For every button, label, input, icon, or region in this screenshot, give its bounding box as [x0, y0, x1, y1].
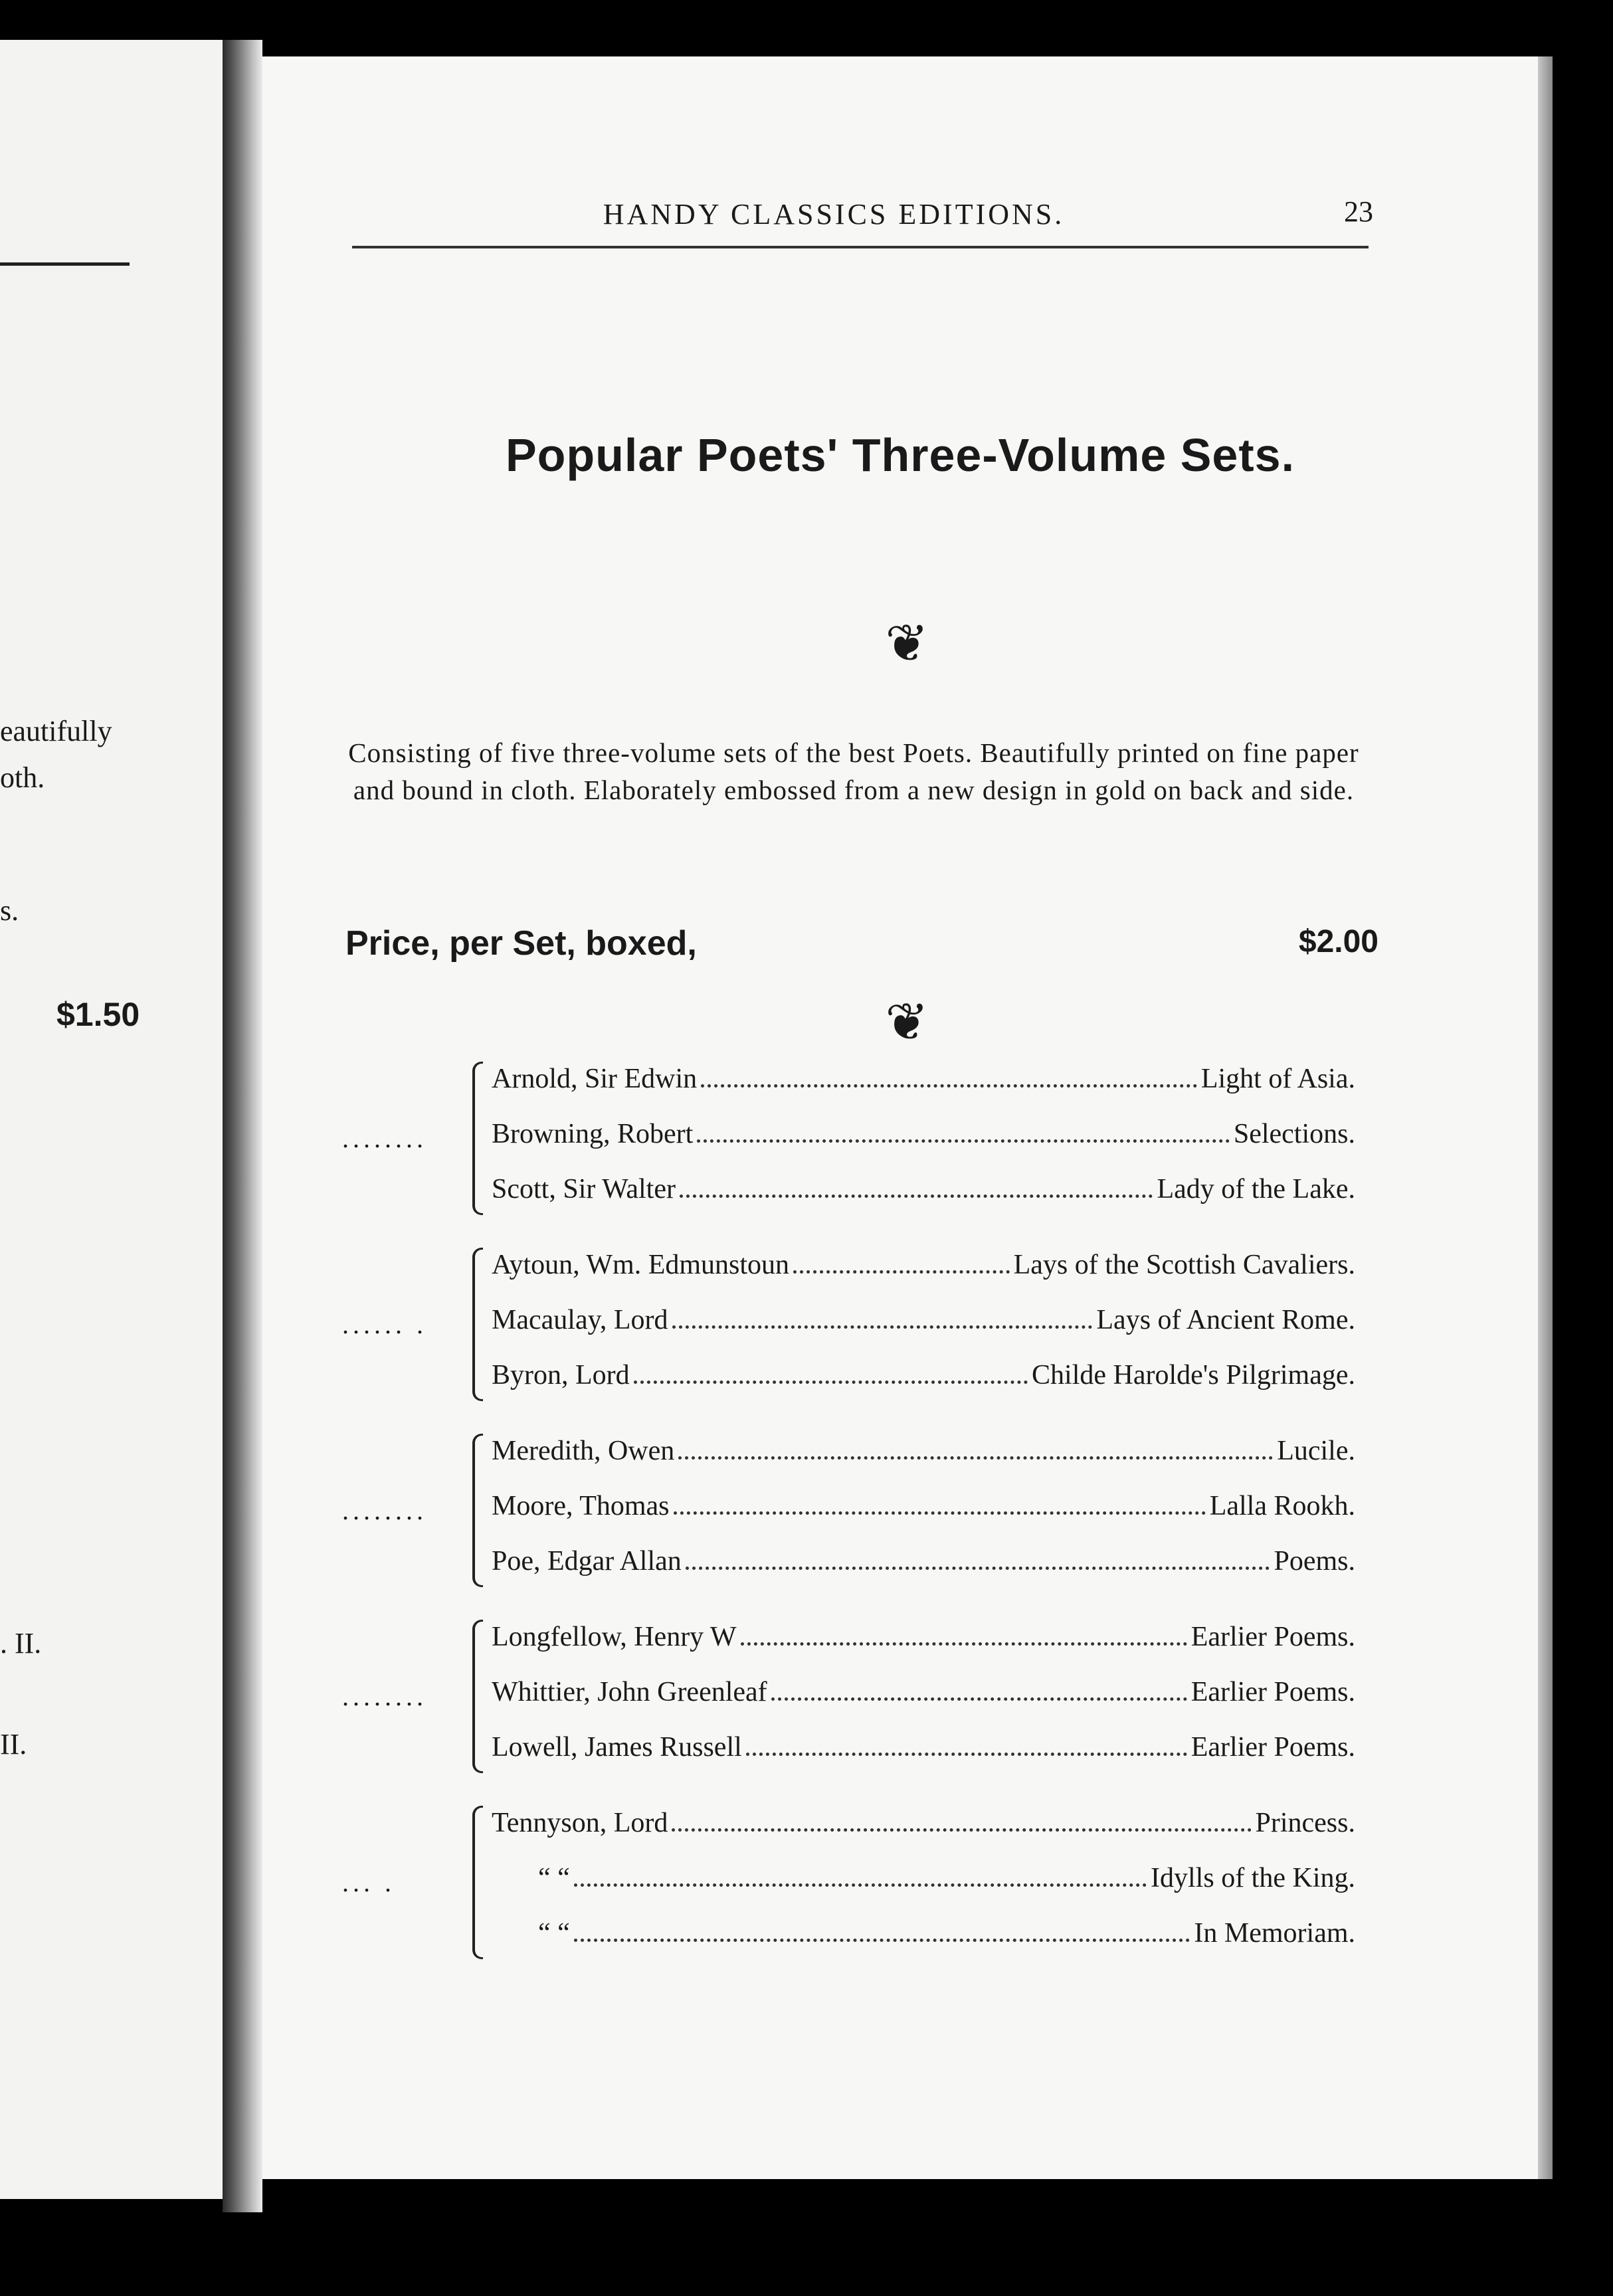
- work-title: Lays of Ancient Rome.: [1096, 1305, 1355, 1335]
- set-dots: ........: [342, 1495, 427, 1525]
- work-title: Lays of the Scottish Cavaliers.: [1013, 1250, 1355, 1280]
- running-header: HANDY CLASSICS EDITIONS.: [603, 198, 1065, 231]
- left-price: $1.50: [56, 996, 140, 1033]
- work-title: Earlier Poems.: [1190, 1622, 1355, 1652]
- poet-set: [262, 1056, 1538, 1229]
- poet-set: [262, 1428, 1538, 1601]
- set-dots: ........: [342, 1681, 427, 1711]
- left-fragment: . II.: [0, 1627, 42, 1660]
- header-rule: [352, 246, 1369, 248]
- fleuron-icon: ❦: [885, 993, 929, 1051]
- right-page: [262, 56, 1538, 2179]
- fleuron-icon: ❦: [885, 615, 929, 672]
- brace-icon: [472, 1248, 483, 1401]
- poet-name: Browning, Robert: [492, 1119, 694, 1149]
- poet-name: Lowell, James Russell: [492, 1732, 742, 1763]
- dot-leader: [686, 1567, 1270, 1570]
- list-item: [492, 1862, 1355, 1902]
- left-page-rule: [0, 262, 130, 266]
- work-title: Lucile.: [1277, 1436, 1355, 1466]
- poet-name: Arnold, Sir Edwin: [492, 1064, 698, 1094]
- poet-name: Longfellow, Henry W: [492, 1622, 737, 1652]
- poet-name: Meredith, Owen: [492, 1436, 675, 1466]
- list-item: [492, 1359, 1355, 1399]
- set-dots: ........: [342, 1123, 427, 1153]
- dot-leader: [701, 1084, 1197, 1088]
- price-label: Price, per Set, boxed,: [345, 924, 697, 963]
- dot-leader: [678, 1456, 1273, 1460]
- left-fragment: oth.: [0, 761, 45, 794]
- poet-name: Byron, Lord: [492, 1360, 630, 1390]
- list-item: [492, 1173, 1355, 1213]
- list-item: [492, 1435, 1355, 1475]
- poet-name: Poe, Edgar Allan: [492, 1546, 682, 1577]
- list-item: [492, 1118, 1355, 1158]
- book-gutter: [223, 40, 262, 2212]
- poet-set: [262, 1614, 1538, 1787]
- dot-leader: [680, 1195, 1153, 1198]
- work-title: Idylls of the King.: [1151, 1863, 1355, 1893]
- list-item: [492, 1621, 1355, 1661]
- work-title: Earlier Poems.: [1190, 1677, 1355, 1707]
- dot-leader: [697, 1139, 1230, 1143]
- list-item: [492, 1731, 1355, 1771]
- dot-leader: [674, 1511, 1206, 1515]
- dot-leader: [793, 1270, 1010, 1274]
- poet-name: Whittier, John Greenleaf: [492, 1677, 767, 1707]
- poet-name: Moore, Thomas: [492, 1491, 670, 1521]
- brace-icon: [472, 1434, 483, 1587]
- dot-leader: [746, 1753, 1187, 1756]
- work-title: Earlier Poems.: [1190, 1732, 1355, 1763]
- dot-leader: [672, 1828, 1251, 1832]
- dot-leader: [574, 1883, 1147, 1887]
- list-item: [492, 1545, 1355, 1585]
- list-item: [492, 1063, 1355, 1103]
- left-fragment: II.: [0, 1728, 27, 1761]
- page-number: 23: [1344, 195, 1373, 228]
- left-fragment: eautifully: [0, 715, 112, 747]
- description: Consisting of five three-volume sets of the best Poets. Beautifully printed on fine paper and bound in cloth. Elaborately embossed from a new design in gold on back and side.: [348, 737, 1359, 805]
- work-title: Light of Asia.: [1200, 1064, 1355, 1094]
- list-item: [492, 1490, 1355, 1530]
- work-title: Poems.: [1274, 1546, 1355, 1577]
- work-title: Princess.: [1255, 1808, 1355, 1838]
- list-item: [492, 1304, 1355, 1344]
- dot-leader: [741, 1642, 1187, 1646]
- dot-leader: [634, 1381, 1028, 1384]
- poet-name: Macaulay, Lord: [492, 1305, 668, 1335]
- set-dots: ... .: [342, 1867, 395, 1897]
- poet-set: [262, 1800, 1538, 1973]
- poet-name: Scott, Sir Walter: [492, 1174, 676, 1204]
- left-page: [0, 40, 223, 2199]
- page-edge: [1538, 56, 1553, 2179]
- poet-name: Aytoun, Wm. Edmunstoun: [492, 1250, 790, 1280]
- set-dots: ...... .: [342, 1309, 427, 1339]
- list-item: [492, 1676, 1355, 1716]
- list-item: [492, 1249, 1355, 1289]
- price-value: $2.00: [1298, 924, 1378, 959]
- brace-icon: [472, 1806, 483, 1959]
- brace-icon: [472, 1620, 483, 1773]
- ditto-marks: “ “: [538, 1918, 570, 1949]
- list-item: [492, 1917, 1355, 1957]
- list-item: [492, 1807, 1355, 1847]
- work-title: Childe Harolde's Pilgrimage.: [1032, 1360, 1355, 1390]
- dot-leader: [672, 1325, 1093, 1329]
- brace-icon: [472, 1062, 483, 1215]
- work-title: In Memoriam.: [1194, 1918, 1355, 1949]
- poet-set: [262, 1242, 1538, 1415]
- poet-name: Tennyson, Lord: [492, 1808, 668, 1838]
- page-title: Popular Poets' Three-Volume Sets.: [505, 429, 1295, 481]
- work-title: Selections.: [1233, 1119, 1355, 1149]
- work-title: Lalla Rookh.: [1209, 1491, 1355, 1521]
- dot-leader: [574, 1939, 1190, 1942]
- ditto-marks: “ “: [538, 1863, 570, 1893]
- dot-leader: [771, 1697, 1187, 1701]
- left-fragment: s.: [0, 894, 19, 927]
- work-title: Lady of the Lake.: [1157, 1174, 1355, 1204]
